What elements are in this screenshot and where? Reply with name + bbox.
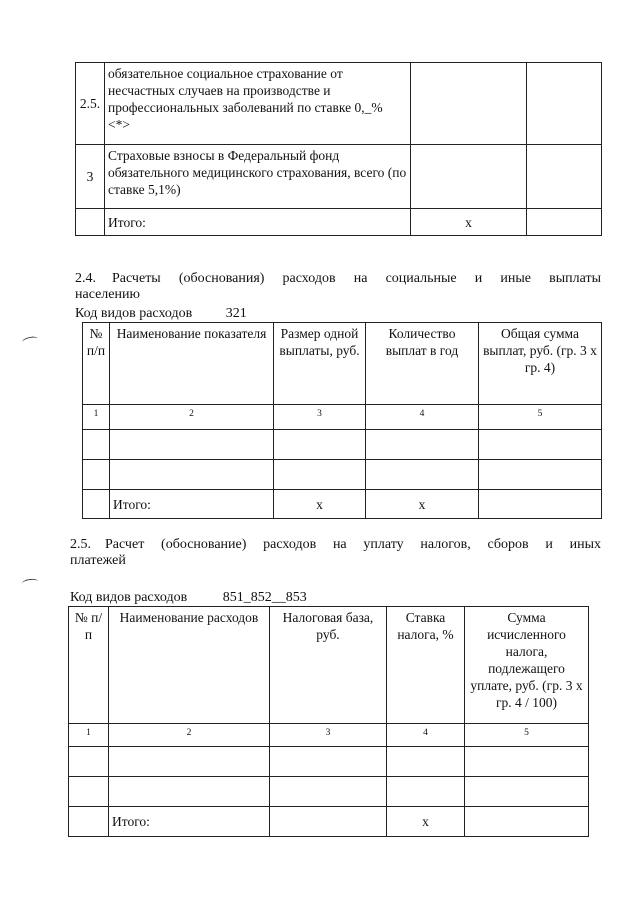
total-cell: х [366, 490, 479, 519]
colnum-row [69, 724, 589, 747]
table-row [69, 777, 589, 807]
section-title-line2: населению [75, 287, 140, 302]
total-row [69, 807, 589, 837]
total-label: Итого: [105, 209, 411, 236]
section-number: 2.4. [75, 271, 96, 286]
section-title-line2: платежей [70, 553, 126, 568]
colnum: 3 [274, 405, 366, 430]
colnum: 5 [479, 405, 602, 430]
colnum: 5 [465, 724, 589, 747]
row-number: 3 [76, 145, 105, 209]
code-value: 321 [202, 306, 310, 323]
colnum: 2 [110, 405, 274, 430]
header-num: № п/п [69, 607, 109, 724]
table-row [83, 430, 602, 460]
code-label: Код видов расходов [70, 590, 188, 605]
row-text: обязательное социальное страхование от несчастных случаев на производстве и профессиональных заболеваний по ставке 0,_% <*> [105, 63, 411, 145]
row-cell [411, 63, 527, 145]
header-num: № п/п [83, 323, 110, 405]
colnum: 2 [109, 724, 270, 747]
header-name: Наименование расходов [109, 607, 270, 724]
row-cell [527, 145, 602, 209]
row-number: 2.5. [76, 63, 105, 145]
row-text: Страховые взносы в Федеральный фонд обязательного медицинского страхования, всего (по ставке 5,1%) [105, 145, 411, 209]
section-25-heading [70, 537, 601, 569]
colnum: 4 [387, 724, 465, 747]
table-row [83, 460, 602, 490]
table-row [76, 63, 602, 145]
header-rate: Ставка налога, % [387, 607, 465, 724]
header-sum: Сумма исчисленного налога, подлежащего уплате, руб. (гр. 3 х гр. 4 / 100) [465, 607, 589, 724]
header-name: Наименование показателя [110, 323, 274, 405]
colnum: 1 [83, 405, 110, 430]
total-cell: х [274, 490, 366, 519]
section-number: 2.5. [70, 537, 91, 552]
row-cell [527, 63, 602, 145]
scan-mark [21, 335, 38, 345]
total-label: Итого: [110, 490, 274, 519]
header-total: Общая сумма выплат, руб. (гр. 3 х гр. 4) [479, 323, 602, 405]
total-cell: х [411, 209, 527, 236]
colnum: 4 [366, 405, 479, 430]
section-title-line1: Расчеты (обоснования) расходов на социальные и иные выплаты [112, 271, 601, 286]
header-size: Размер одной выплаты, руб. [274, 323, 366, 405]
header-count: Количество выплат в год [366, 323, 479, 405]
scan-mark [22, 578, 39, 587]
table-row [69, 747, 589, 777]
colnum: 3 [270, 724, 387, 747]
total-row [76, 209, 602, 236]
row-cell [411, 145, 527, 209]
header-row [83, 323, 602, 405]
header-row [69, 607, 589, 724]
code-line-24 [75, 306, 310, 323]
social-payments-table [82, 322, 602, 519]
taxes-table [68, 606, 589, 837]
section-title-line1: Расчет (обоснование) расходов на уплату налогов, сборов и иных [105, 537, 601, 552]
total-row [83, 490, 602, 519]
row-cell [76, 209, 105, 236]
header-base: Налоговая база, руб. [270, 607, 387, 724]
total-cell: х [387, 807, 465, 837]
insurance-table [75, 62, 602, 236]
total-cell [527, 209, 602, 236]
code-label: Код видов расходов [75, 306, 193, 321]
code-value: 851_852__853 [197, 590, 345, 607]
table-row [76, 145, 602, 209]
section-24-heading [75, 271, 601, 303]
total-label: Итого: [109, 807, 270, 837]
colnum-row [83, 405, 602, 430]
colnum: 1 [69, 724, 109, 747]
code-line-25 [70, 590, 345, 607]
total-cell [270, 807, 387, 837]
